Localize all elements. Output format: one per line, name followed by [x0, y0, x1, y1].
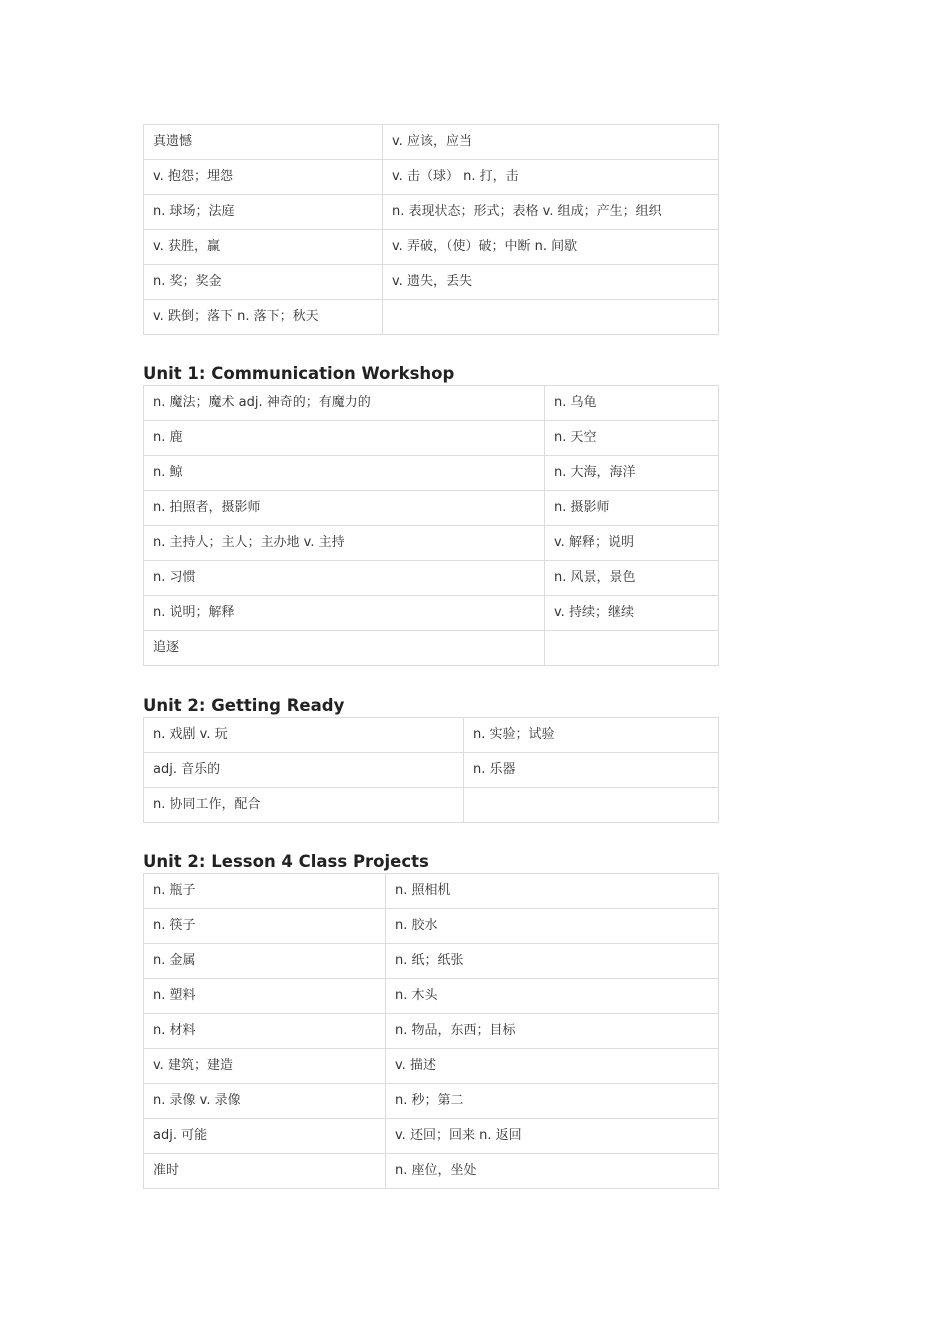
table-row [144, 526, 719, 561]
table-cell-right: n. 座位，坐处 [386, 1154, 719, 1189]
table-row [144, 421, 719, 456]
table-row [144, 874, 719, 909]
table-cell-right: n. 天空 [545, 421, 719, 456]
table-cell-right: n. 乌龟 [545, 386, 719, 421]
table-cell-right [383, 300, 719, 335]
table-cell-left: 准时 [144, 1154, 386, 1189]
table-cell-right: v. 解释；说明 [545, 526, 719, 561]
section-title-unit2-lesson4-class-projects: Unit 2: Lesson 4 Class Projects [143, 852, 429, 871]
table-cell-right: n. 物品，东西；目标 [386, 1014, 719, 1049]
table-cell-left: v. 获胜，赢 [144, 230, 383, 265]
section-title-unit2-getting-ready: Unit 2: Getting Ready [143, 696, 345, 715]
table-cell-left: n. 录像 v. 录像 [144, 1084, 386, 1119]
table-cell-right [464, 788, 719, 823]
table-cell-left: n. 材料 [144, 1014, 386, 1049]
table-row [144, 631, 719, 666]
table-row [144, 753, 719, 788]
vocab-table-unit2-lesson4-class-projects [143, 873, 719, 1189]
table-row [144, 979, 719, 1014]
table-row [144, 300, 719, 335]
section-title-unit1-communication-workshop: Unit 1: Communication Workshop [143, 364, 455, 383]
table-cell-left: n. 塑料 [144, 979, 386, 1014]
table-row [144, 1084, 719, 1119]
table-row [144, 230, 719, 265]
table-cell-right: n. 照相机 [386, 874, 719, 909]
table-cell-left: adj. 音乐的 [144, 753, 464, 788]
table-row [144, 1119, 719, 1154]
table-cell-right: n. 表现状态；形式；表格 v. 组成；产生；组织 [383, 195, 719, 230]
table-row [144, 596, 719, 631]
table-row [144, 788, 719, 823]
table-cell-left: n. 习惯 [144, 561, 545, 596]
table-cell-right [545, 631, 719, 666]
table-cell-left: n. 筷子 [144, 909, 386, 944]
vocab-table-continued [143, 124, 719, 335]
table-cell-left: n. 奖；奖金 [144, 265, 383, 300]
table-cell-right: n. 风景，景色 [545, 561, 719, 596]
table-cell-left: v. 跌倒；落下 n. 落下；秋天 [144, 300, 383, 335]
table-row [144, 1154, 719, 1189]
table-cell-right: v. 弄破，（使）破；中断 n. 间歇 [383, 230, 719, 265]
table-cell-left: n. 瓶子 [144, 874, 386, 909]
table-row [144, 944, 719, 979]
table-cell-left: n. 说明；解释 [144, 596, 545, 631]
table-cell-right: n. 木头 [386, 979, 719, 1014]
table-cell-right: n. 胶水 [386, 909, 719, 944]
table-cell-right: v. 遗失，丢失 [383, 265, 719, 300]
table-cell-left: n. 拍照者，摄影师 [144, 491, 545, 526]
table-cell-right: n. 纸；纸张 [386, 944, 719, 979]
table-row [144, 456, 719, 491]
table-row [144, 265, 719, 300]
table-cell-left: n. 鲸 [144, 456, 545, 491]
table-row [144, 1049, 719, 1084]
table-row [144, 386, 719, 421]
table-cell-left: n. 戏剧 v. 玩 [144, 718, 464, 753]
table-cell-right: n. 大海，海洋 [545, 456, 719, 491]
table-row [144, 195, 719, 230]
table-row [144, 718, 719, 753]
table-row [144, 160, 719, 195]
table-cell-right: n. 摄影师 [545, 491, 719, 526]
table-row [144, 561, 719, 596]
table-cell-right: v. 击（球） n. 打，击 [383, 160, 719, 195]
table-cell-left: v. 抱怨；埋怨 [144, 160, 383, 195]
table-cell-left: v. 建筑；建造 [144, 1049, 386, 1084]
table-cell-right: n. 秒；第二 [386, 1084, 719, 1119]
table-cell-right: v. 描述 [386, 1049, 719, 1084]
table-cell-left: 真遗憾 [144, 125, 383, 160]
table-cell-right: v. 持续；继续 [545, 596, 719, 631]
vocabulary-page [143, 124, 718, 1189]
table-cell-right: v. 还回；回来 n. 返回 [386, 1119, 719, 1154]
table-row [144, 491, 719, 526]
table-cell-left: n. 球场；法庭 [144, 195, 383, 230]
table-cell-left: n. 协同工作，配合 [144, 788, 464, 823]
table-row [144, 125, 719, 160]
table-cell-right: n. 乐器 [464, 753, 719, 788]
table-row [144, 909, 719, 944]
table-cell-right: v. 应该，应当 [383, 125, 719, 160]
table-cell-left: 追逐 [144, 631, 545, 666]
table-cell-left: adj. 可能 [144, 1119, 386, 1154]
table-cell-left: n. 魔法；魔术 adj. 神奇的；有魔力的 [144, 386, 545, 421]
table-row [144, 1014, 719, 1049]
table-cell-left: n. 鹿 [144, 421, 545, 456]
table-cell-right: n. 实验；试验 [464, 718, 719, 753]
table-cell-left: n. 主持人；主人；主办地 v. 主持 [144, 526, 545, 561]
vocab-table-unit1-communication-workshop [143, 385, 719, 666]
vocab-table-unit2-getting-ready [143, 717, 719, 823]
table-cell-left: n. 金属 [144, 944, 386, 979]
